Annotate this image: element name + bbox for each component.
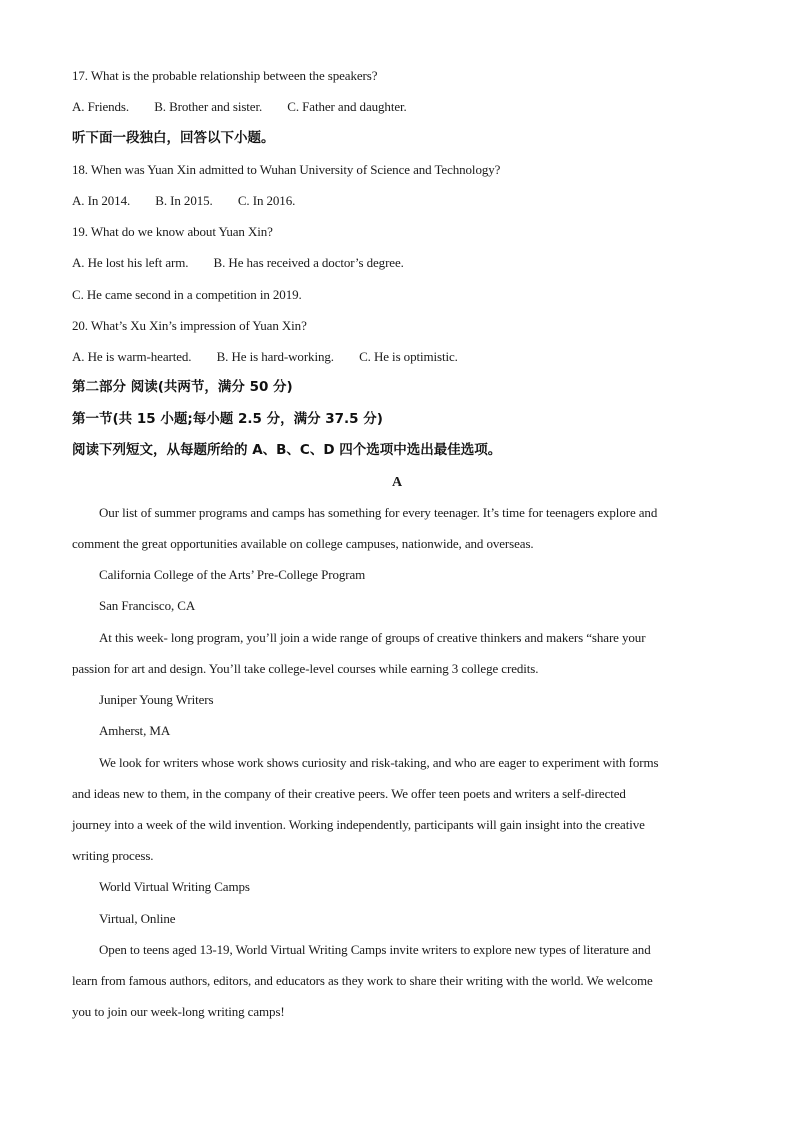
intro-line-1: Our list of summer programs and camps has something for every teenager. It’s time for teenagers explore and [99,505,658,520]
q18-option-a: A. In 2014. [72,193,131,208]
q17-option-a: A. Friends. [72,99,130,114]
q20-question: 20. What’s Xu Xin’s impression of Yuan Xin? [72,318,307,333]
program-1-name: California College of the Arts’ Pre-College Program [99,567,366,582]
program-3-name: World Virtual Writing Camps [99,879,250,894]
program-2-line-1: We look for writers whose work shows curiosity and risk-taking, and who are eager to experiment with forms [99,755,659,770]
q19-options-ab [72,255,404,271]
section-one-title: 第一节(共 15 小题;每小题 2.5 分，满分 37.5 分) [72,411,383,427]
program-3-line-2: learn from famous authors, editors, and educators as they work to share their writing with the world. We welcome [72,973,653,988]
passage-label: A [391,475,403,490]
q19-option-a: A. He lost his left arm. [72,255,189,270]
q17-options [72,99,407,115]
program-3-line-3: you to join our week-long writing camps! [72,1004,285,1019]
q20-option-b: B. He is hard-working. [216,349,334,364]
program-2-location: Amherst, MA [99,723,171,738]
program-1-line-2: passion for art and design. You’ll take college-level courses while earning 3 college credits. [72,661,539,676]
q19-option-c: C. He came second in a competition in 2019. [72,287,302,302]
q18-options [72,193,295,209]
program-2-line-4: writing process. [72,848,154,863]
program-1-location: San Francisco, CA [99,598,196,613]
q19-question: 19. What do we know about Yuan Xin? [72,224,273,239]
program-3-location: Virtual, Online [99,911,176,926]
q17-option-b: B. Brother and sister. [154,99,263,114]
monologue-instruction: 听下面一段独白，回答以下小题。 [72,130,275,146]
q18-question: 18. When was Yuan Xin admitted to Wuhan University of Science and Technology? [72,162,501,177]
q20-option-c: C. He is optimistic. [359,349,458,364]
program-2-name: Juniper Young Writers [99,692,214,707]
q19-option-b: B. He has received a doctor’s degree. [213,255,404,270]
q17-option-c: C. Father and daughter. [287,99,407,114]
q17-question: 17. What is the probable relationship between the speakers? [72,68,378,83]
q20-options [72,349,458,365]
program-2-line-3: journey into a week of the wild invention. Working independently, participants will gain insight into the creative [72,817,645,832]
reading-instruction: 阅读下列短文，从每题所给的 A、B、C、D 四个选项中选出最佳选项。 [72,442,502,458]
intro-line-2: comment the great opportunities available on college campuses, nationwide, and overseas. [72,536,534,551]
q18-option-c: C. In 2016. [237,193,296,208]
program-1-line-1: At this week- long program, you’ll join a wide range of groups of creative thinkers and makers “share your [99,630,646,645]
program-3-line-1: Open to teens aged 13-19, World Virtual Writing Camps invite writers to explore new types of literature and [99,942,651,957]
program-2-line-2: and ideas new to them, in the company of their creative peers. We offer teen poets and writers a self-directed [72,786,626,801]
q18-option-b: B. In 2015. [155,193,213,208]
part-two-title: 第二部分 阅读(共两节，满分 50 分) [72,379,293,395]
q20-option-a: A. He is warm-hearted. [72,349,192,364]
